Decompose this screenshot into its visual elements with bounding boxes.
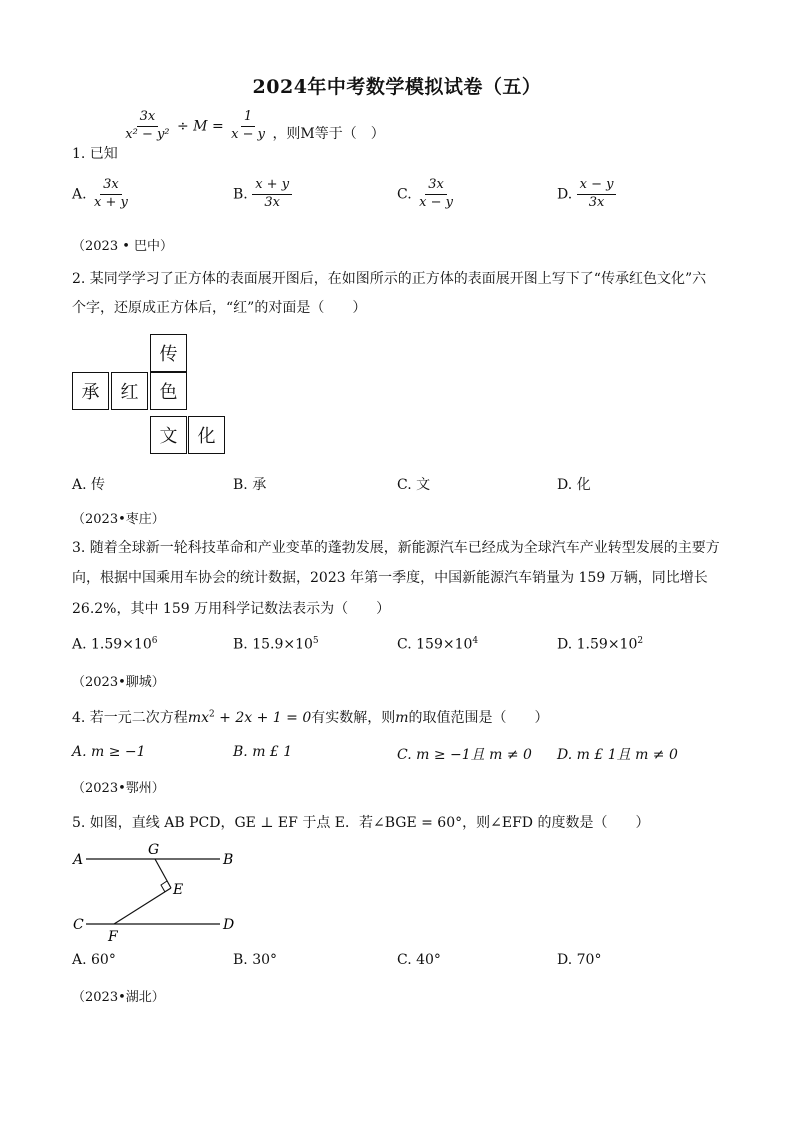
source-tag: （2023•枣庄） <box>72 512 165 527</box>
q3-option-c[interactable]: C. $159\times 10^4$ <box>397 636 479 653</box>
point-label: F <box>108 929 118 945</box>
question-1-stem: 1. 已知 $\frac{3x}{\text{x² − y²}}$ ÷ M = $\frac{1}{x - y}$ ，则M等于（ ） <box>72 109 385 163</box>
question-3-line-1: 3. 随着全球新一轮科技革命和产业变革的蓬勃发展，新能源汽车已经成为全球汽车产业转型发展的主要方 <box>72 540 720 556</box>
page-title: 2024年中考数学模拟试卷（五） <box>252 76 542 98</box>
q5-option-d[interactable]: D. 70° <box>557 952 602 968</box>
question-5-stem: 5. 如图，直线 AB PCD，GE ⊥ EF 于点 E．若∠BGE = 60°，则∠EFD 的度数是（ ） <box>72 815 650 831</box>
point-label: D <box>223 917 235 933</box>
net-cell: 承 <box>72 372 109 410</box>
question-3-line-2: 向，根据中国乘用车协会的统计数据，2023 年第一季度，中国新能源汽车销量为 159 万辆，同比增长 <box>72 570 708 586</box>
q1-option-b[interactable]: B. $\frac{x + y}{3x}$ <box>233 178 292 211</box>
q3-option-d[interactable]: D. $1.59\times 10^2$ <box>557 636 644 653</box>
point-label: G <box>148 842 160 858</box>
question-2-line-2: 个字，还原成正方体后，“红”的对面是（ ） <box>72 300 367 316</box>
q3-option-a[interactable]: A. $1.59\times 10^6$ <box>72 636 158 653</box>
q5-option-a[interactable]: A. 60° <box>72 952 116 968</box>
net-cell: 化 <box>188 416 225 454</box>
q1-option-c[interactable]: C. $\frac{3x}{x - y}$ <box>397 177 453 210</box>
q5-option-b[interactable]: B. 30° <box>233 952 278 968</box>
q2-option-a[interactable]: A. 传 <box>72 477 106 493</box>
question-3-line-3: 26.2%，其中 159 万用科学记数法表示为（ ） <box>72 601 391 617</box>
q3-option-b[interactable]: B. $15.9\times 10^5$ <box>233 636 319 653</box>
point-label: A <box>73 852 84 868</box>
q2-option-d[interactable]: D. 化 <box>557 477 591 493</box>
source-tag: （2023•鄂州） <box>72 781 165 796</box>
q2-option-b[interactable]: B. 承 <box>233 477 267 493</box>
q1-option-d[interactable]: D. $\frac{x - y}{3x}$ <box>557 178 616 211</box>
q4-option-d[interactable]: D. m £ 1且 m ≠ 0 <box>557 747 678 763</box>
q4-option-b[interactable]: B. m £ 1 <box>233 744 293 760</box>
q2-option-c[interactable]: C. 文 <box>397 477 431 493</box>
parallel-lines-figure <box>70 840 250 946</box>
source-tag: （2023•湖北） <box>72 990 165 1005</box>
net-cell: 文 <box>150 416 187 454</box>
net-cell: 色 <box>150 372 187 410</box>
point-label: B <box>223 852 234 868</box>
q5-option-c[interactable]: C. 40° <box>397 952 441 968</box>
q1-option-a[interactable]: A. $\frac{3x}{x + y}$ <box>72 177 128 210</box>
fraction-2: $\frac{1}{x - y}$ <box>231 109 265 142</box>
net-cell: 红 <box>111 372 148 410</box>
q4-option-a[interactable]: A. m ≥ −1 <box>72 744 146 760</box>
fraction-1: $\frac{3x}{\text{x² − y²}}$ <box>125 109 170 142</box>
source-tag: （2023•聊城） <box>72 675 165 690</box>
point-label: C <box>73 917 84 933</box>
point-label: E <box>173 882 184 898</box>
source-tag: （2023 • 巴中） <box>72 239 174 254</box>
question-2-line-1: 2. 某同学学习了正方体的表面展开图后，在如图所示的正方体的表面展开图上写下了“传承红色文化”六 <box>72 271 707 287</box>
net-cell: 传 <box>150 334 187 372</box>
question-4-stem: 4. 若一元二次方程$mx^2 + 2x + 1 = 0$有实数解，则m的取值范围是（ ） <box>72 709 549 726</box>
q4-option-c[interactable]: C. m ≥ −1且 m ≠ 0 <box>397 747 532 763</box>
